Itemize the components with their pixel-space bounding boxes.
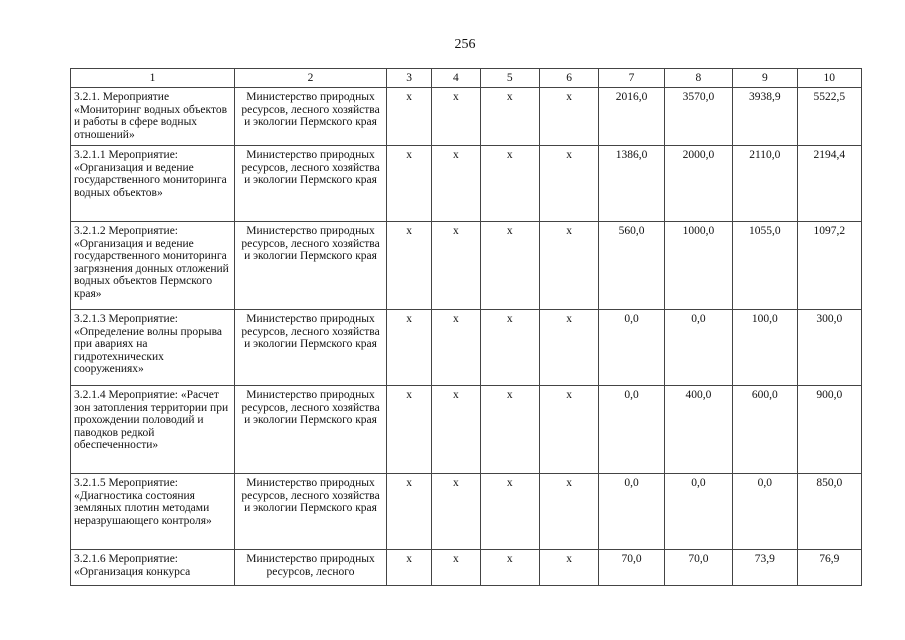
- responsible-cell: Министерство природных ресурсов, лесного хозяйства и экологии Пермского края: [235, 386, 387, 474]
- mark-cell: x: [432, 386, 480, 474]
- column-header: 8: [664, 69, 732, 88]
- table-row: [71, 146, 862, 222]
- mark-cell: x: [480, 310, 539, 386]
- value-cell: 1055,0: [733, 222, 797, 310]
- responsible-cell: Министерство природных ресурсов, лесного хозяйства и экологии Пермского края: [235, 474, 387, 550]
- value-cell: 0,0: [664, 310, 732, 386]
- event-cell: 3.2.1.2 Мероприятие: «Организация и ведение государственного мониторинга загрязнения донных отложений водных объектов Пермского края»: [71, 222, 235, 310]
- mark-cell: x: [386, 222, 431, 310]
- mark-cell: x: [432, 146, 480, 222]
- event-cell: 3.2.1. Мероприятие «Мониторинг водных объектов и работы в сфере водных отношений»: [71, 88, 235, 146]
- value-cell: 400,0: [664, 386, 732, 474]
- value-cell: 1097,2: [797, 222, 861, 310]
- value-cell: 3570,0: [664, 88, 732, 146]
- value-cell: 2016,0: [599, 88, 664, 146]
- column-header: 1: [71, 69, 235, 88]
- mark-cell: x: [386, 310, 431, 386]
- value-cell: 0,0: [599, 386, 664, 474]
- mark-cell: x: [480, 474, 539, 550]
- value-cell: 0,0: [733, 474, 797, 550]
- responsible-cell: Министерство природных ресурсов, лесного хозяйства и экологии Пермского края: [235, 146, 387, 222]
- column-header: 4: [432, 69, 480, 88]
- mark-cell: x: [386, 550, 431, 586]
- value-cell: 70,0: [599, 550, 664, 586]
- mark-cell: x: [480, 386, 539, 474]
- budget-table: [70, 68, 862, 586]
- table-row: [71, 222, 862, 310]
- event-cell: 3.2.1.6 Мероприятие: «Организация конкурса: [71, 550, 235, 586]
- table-row: [71, 474, 862, 550]
- mark-cell: x: [539, 222, 598, 310]
- mark-cell: x: [386, 474, 431, 550]
- column-header: 3: [386, 69, 431, 88]
- mark-cell: x: [480, 88, 539, 146]
- event-cell: 3.2.1.4 Мероприятие: «Расчет зон затопления территории при прохождении половодий и паводков редкой обеспеченности»: [71, 386, 235, 474]
- header-row: [71, 69, 862, 88]
- mark-cell: x: [539, 146, 598, 222]
- mark-cell: x: [539, 550, 598, 586]
- table-row: [71, 88, 862, 146]
- column-header: 10: [797, 69, 861, 88]
- column-header: 7: [599, 69, 664, 88]
- mark-cell: x: [539, 474, 598, 550]
- mark-cell: x: [432, 222, 480, 310]
- value-cell: 5522,5: [797, 88, 861, 146]
- value-cell: 76,9: [797, 550, 861, 586]
- table-row: [71, 310, 862, 386]
- mark-cell: x: [432, 474, 480, 550]
- mark-cell: x: [432, 550, 480, 586]
- mark-cell: x: [386, 88, 431, 146]
- value-cell: 2194,4: [797, 146, 861, 222]
- mark-cell: x: [539, 386, 598, 474]
- event-cell: 3.2.1.5 Мероприятие: «Диагностика состояния земляных плотин методами неразрушающего контроля»: [71, 474, 235, 550]
- mark-cell: x: [539, 310, 598, 386]
- value-cell: 2000,0: [664, 146, 732, 222]
- page-number: 256: [454, 37, 476, 52]
- value-cell: 73,9: [733, 550, 797, 586]
- value-cell: 300,0: [797, 310, 861, 386]
- column-header: 9: [733, 69, 797, 88]
- column-header: 2: [235, 69, 387, 88]
- responsible-cell: Министерство природных ресурсов, лесного хозяйства и экологии Пермского края: [235, 222, 387, 310]
- responsible-cell: Министерство природных ресурсов, лесного хозяйства и экологии Пермского края: [235, 88, 387, 146]
- mark-cell: x: [539, 88, 598, 146]
- value-cell: 600,0: [733, 386, 797, 474]
- value-cell: 0,0: [599, 474, 664, 550]
- value-cell: 560,0: [599, 222, 664, 310]
- value-cell: 1000,0: [664, 222, 732, 310]
- value-cell: 2110,0: [733, 146, 797, 222]
- value-cell: 100,0: [733, 310, 797, 386]
- value-cell: 70,0: [664, 550, 732, 586]
- mark-cell: x: [432, 310, 480, 386]
- event-cell: 3.2.1.1 Мероприятие: «Организация и ведение государственного мониторинга водных объектов»: [71, 146, 235, 222]
- table-row: [71, 550, 862, 586]
- mark-cell: x: [480, 222, 539, 310]
- mark-cell: x: [386, 386, 431, 474]
- responsible-cell: Министерство природных ресурсов, лесного: [235, 550, 387, 586]
- mark-cell: x: [432, 88, 480, 146]
- value-cell: 1386,0: [599, 146, 664, 222]
- mark-cell: x: [480, 550, 539, 586]
- column-header: 5: [480, 69, 539, 88]
- value-cell: 850,0: [797, 474, 861, 550]
- column-header: 6: [539, 69, 598, 88]
- value-cell: 900,0: [797, 386, 861, 474]
- value-cell: 3938,9: [733, 88, 797, 146]
- value-cell: 0,0: [664, 474, 732, 550]
- event-cell: 3.2.1.3 Мероприятие: «Определение волны прорыва при авариях на гидротехнических сооружениях»: [71, 310, 235, 386]
- table-row: [71, 386, 862, 474]
- value-cell: 0,0: [599, 310, 664, 386]
- mark-cell: x: [480, 146, 539, 222]
- mark-cell: x: [386, 146, 431, 222]
- responsible-cell: Министерство природных ресурсов, лесного хозяйства и экологии Пермского края: [235, 310, 387, 386]
